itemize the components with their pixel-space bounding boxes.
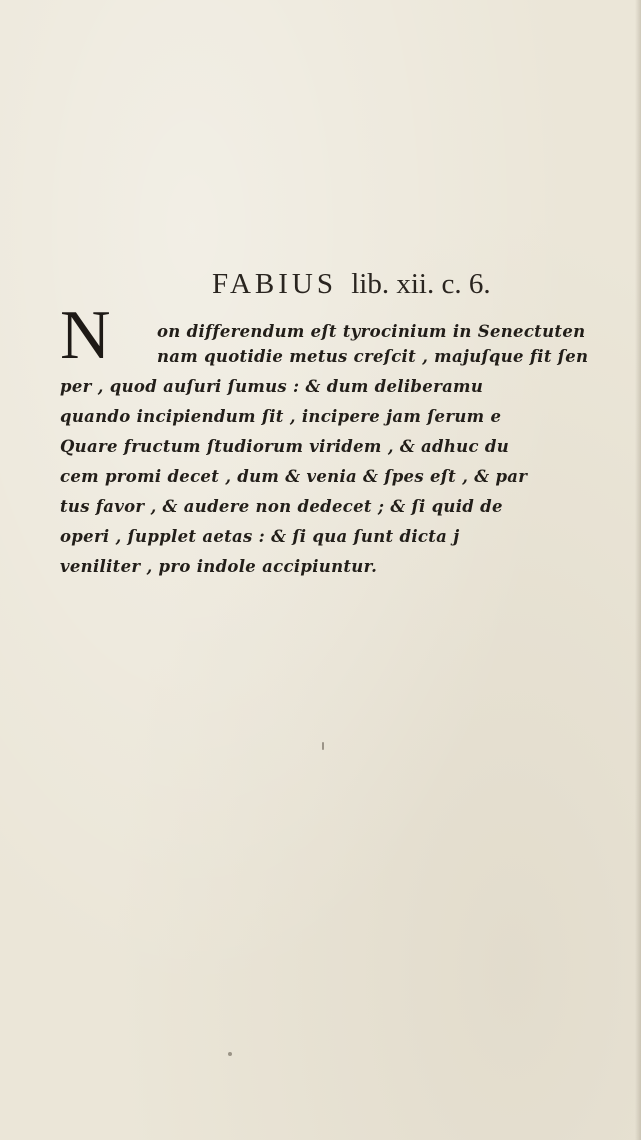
text-line: veniliter , pro indole accipiuntur.	[60, 557, 378, 576]
text-line: on differendum eſt tyrocinium in Senectuten	[157, 322, 586, 341]
text-line: nam quotidie metus creſcit , majuſque fit ſen	[157, 347, 589, 366]
paper-speck	[322, 742, 324, 750]
heading-author: FABIUS	[212, 268, 337, 300]
page-edge-shadow	[635, 0, 641, 1140]
text-line: per , quod auſuri ſumus : & dum deliberamu	[60, 377, 484, 396]
drop-cap-initial: N	[60, 297, 111, 374]
paper-speck	[228, 1052, 232, 1056]
text-line: operi , ſupplet aetas : & ſi qua ſunt dicta j	[60, 527, 460, 546]
text-line: cem promi decet , dum & venia & ſpes eſt , & par	[60, 467, 528, 486]
text-line: Quare fructum ſtudiorum viridem , & adhuc du	[60, 437, 509, 456]
heading-reference: lib. xii. c. 6.	[351, 268, 491, 300]
text-line: quando incipiendum ſit , incipere jam ſerum e	[60, 407, 502, 426]
text-line: tus favor , & audere non dedecet ; & ſi quid de	[60, 497, 503, 516]
